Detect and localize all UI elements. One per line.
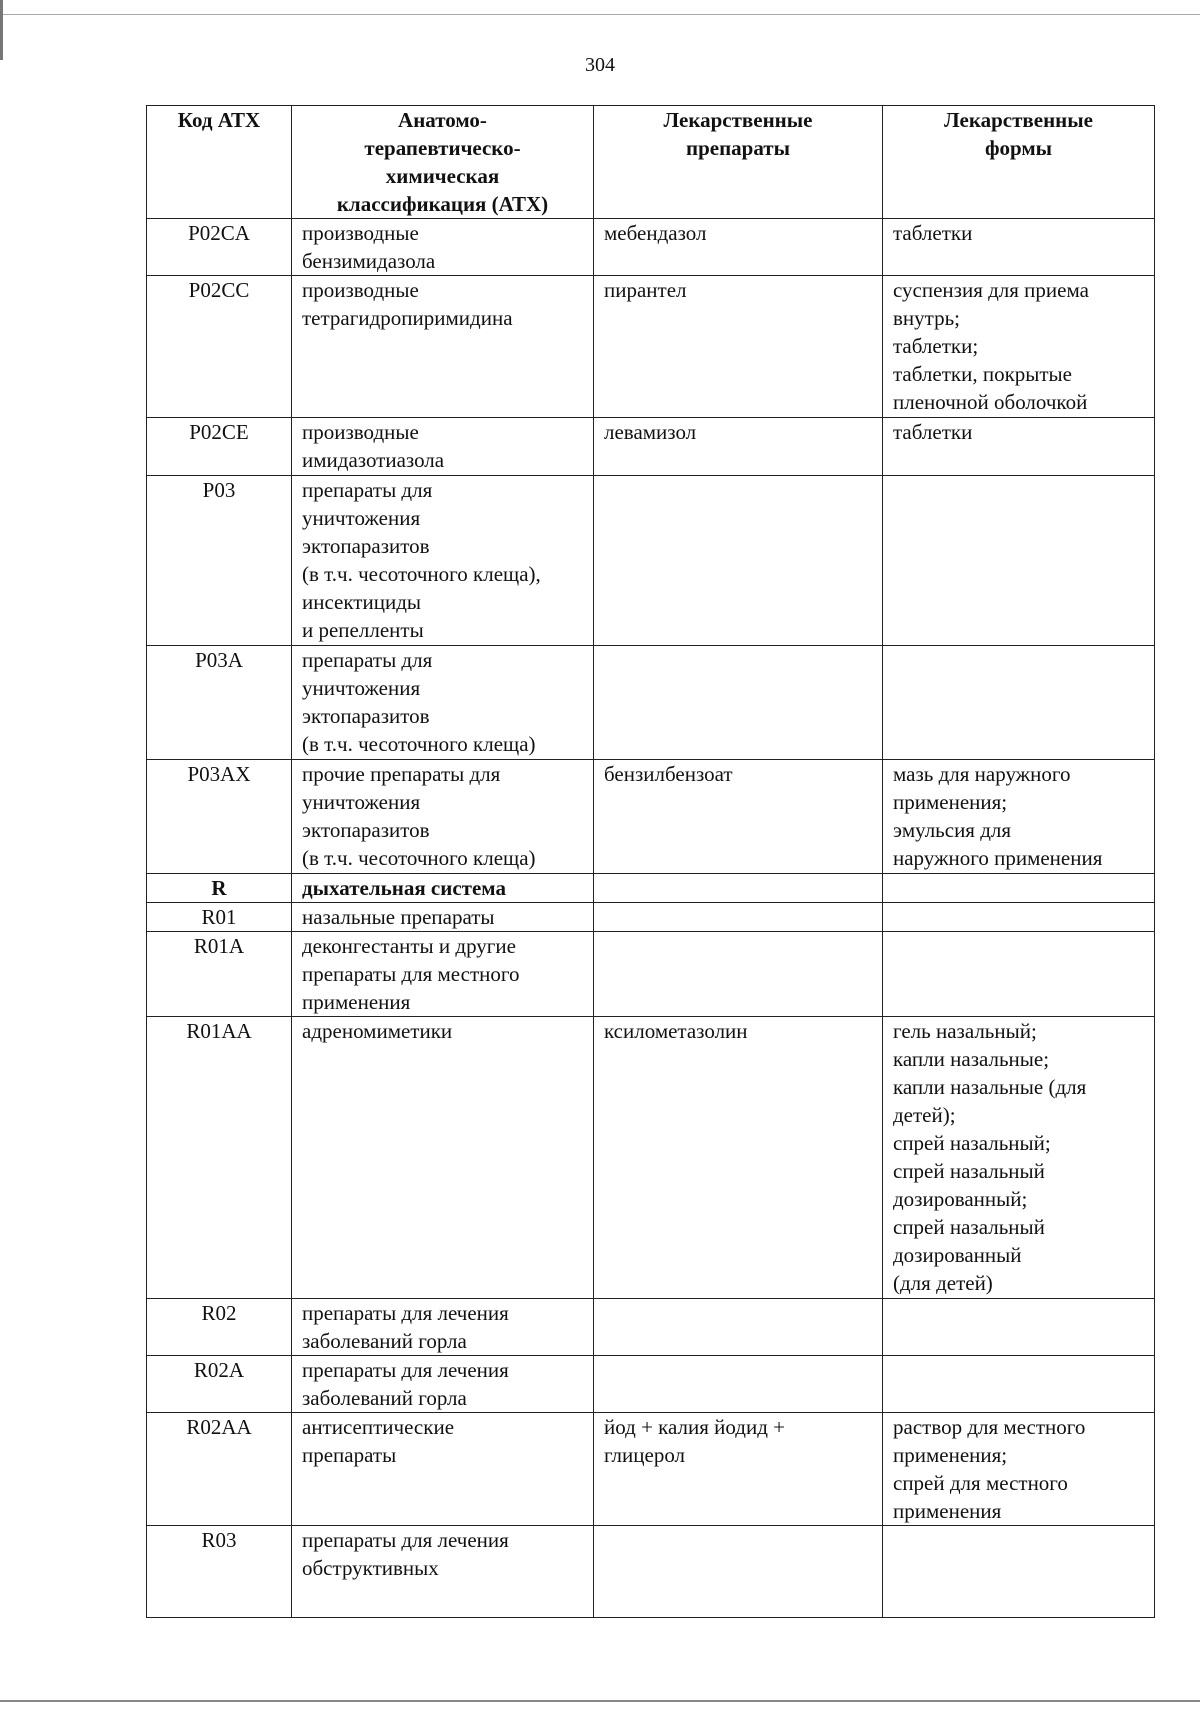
cell-atc-classification: деконгестанты и другие препараты для местного применения xyxy=(292,932,594,1017)
atc-table xyxy=(146,105,1155,1618)
scan-bottom-edge xyxy=(0,1700,1200,1702)
cell-atc-classification: прочие препараты для уничтожения эктопаразитов (в т.ч. чесоточного клеща) xyxy=(292,760,594,874)
cell-dosage-forms: раствор для местного применения; спрей для местного применения xyxy=(883,1413,1155,1526)
cell-code: R02AA xyxy=(147,1413,292,1526)
cell-code: P03AX xyxy=(147,760,292,874)
cell-drug xyxy=(594,1526,883,1618)
cell-atc-classification: препараты для уничтожения эктопаразитов (в т.ч. чесоточного клеща) xyxy=(292,646,594,760)
cell-drug xyxy=(594,903,883,932)
cell-dosage-forms xyxy=(883,903,1155,932)
cell-atc-classification: назальные препараты xyxy=(292,903,594,932)
cell-dosage-forms: таблетки xyxy=(883,219,1155,276)
cell-code: P02CE xyxy=(147,418,292,476)
cell-atc-classification: препараты для лечения заболеваний горла xyxy=(292,1356,594,1413)
cell-drug xyxy=(594,646,883,760)
header-atc: Анатомо- терапевтическо- химическая классификация (АТХ) xyxy=(292,106,594,219)
cell-dosage-forms: гель назальный; капли назальные; капли назальные (для детей); спрей назальный; спрей назальный дозированный; спрей назальный дозированный (для детей) xyxy=(883,1017,1155,1299)
cell-code: R02A xyxy=(147,1356,292,1413)
header-drugs: Лекарственные препараты xyxy=(594,106,883,219)
table-row xyxy=(147,418,1155,476)
table-row xyxy=(147,1413,1155,1526)
cell-dosage-forms xyxy=(883,1356,1155,1413)
header-code: Код АТХ xyxy=(147,106,292,219)
cell-drug xyxy=(594,932,883,1017)
cell-dosage-forms xyxy=(883,1526,1155,1618)
cell-dosage-forms: суспензия для приема внутрь; таблетки; таблетки, покрытые пленочной оболочкой xyxy=(883,276,1155,418)
cell-drug: бензилбензоат xyxy=(594,760,883,874)
cell-code: R01AA xyxy=(147,1017,292,1299)
page-number: 304 xyxy=(585,54,615,76)
cell-drug: йод + калия йодид + глицерол xyxy=(594,1413,883,1526)
cell-atc-classification: дыхательная система xyxy=(292,874,594,903)
cell-code: R01 xyxy=(147,903,292,932)
cell-dosage-forms xyxy=(883,1299,1155,1356)
cell-atc-classification: адреномиметики xyxy=(292,1017,594,1299)
scan-top-edge xyxy=(0,0,1200,15)
cell-drug xyxy=(594,874,883,903)
cell-code: P03A xyxy=(147,646,292,760)
cell-atc-classification: производные бензимидазола xyxy=(292,219,594,276)
table-row xyxy=(147,646,1155,760)
table-body xyxy=(147,219,1155,1618)
cell-drug xyxy=(594,1299,883,1356)
table-row xyxy=(147,760,1155,874)
cell-atc-classification: производные имидазотиазола xyxy=(292,418,594,476)
table-row xyxy=(147,476,1155,646)
cell-code: R02 xyxy=(147,1299,292,1356)
cell-atc-classification: препараты для уничтожения эктопаразитов (в т.ч. чесоточного клеща), инсектициды и репелленты xyxy=(292,476,594,646)
table-row xyxy=(147,276,1155,418)
table-header-row xyxy=(147,106,1155,219)
header-forms: Лекарственные формы xyxy=(883,106,1155,219)
table-row xyxy=(147,874,1155,903)
cell-code: R01A xyxy=(147,932,292,1017)
cell-atc-classification: препараты для лечения обструктивных xyxy=(292,1526,594,1618)
cell-dosage-forms xyxy=(883,646,1155,760)
cell-code: R03 xyxy=(147,1526,292,1618)
cell-drug: ксилометазолин xyxy=(594,1017,883,1299)
cell-dosage-forms xyxy=(883,476,1155,646)
table-row xyxy=(147,1356,1155,1413)
cell-drug xyxy=(594,476,883,646)
table-row xyxy=(147,1299,1155,1356)
cell-dosage-forms xyxy=(883,932,1155,1017)
cell-code: P02CA xyxy=(147,219,292,276)
cell-atc-classification: антисептические препараты xyxy=(292,1413,594,1526)
cell-dosage-forms: мазь для наружного применения; эмульсия для наружного применения xyxy=(883,760,1155,874)
table-row xyxy=(147,219,1155,276)
cell-drug: пирантел xyxy=(594,276,883,418)
cell-drug: левамизол xyxy=(594,418,883,476)
cell-dosage-forms: таблетки xyxy=(883,418,1155,476)
cell-drug: мебендазол xyxy=(594,219,883,276)
scan-left-mark xyxy=(0,0,3,60)
table-row xyxy=(147,1526,1155,1618)
table-row xyxy=(147,903,1155,932)
cell-code: P03 xyxy=(147,476,292,646)
cell-atc-classification: производные тетрагидропиримидина xyxy=(292,276,594,418)
cell-atc-classification: препараты для лечения заболеваний горла xyxy=(292,1299,594,1356)
cell-code: P02CC xyxy=(147,276,292,418)
cell-dosage-forms xyxy=(883,874,1155,903)
table-row xyxy=(147,932,1155,1017)
cell-drug xyxy=(594,1356,883,1413)
table-row xyxy=(147,1017,1155,1299)
cell-code: R xyxy=(147,874,292,903)
